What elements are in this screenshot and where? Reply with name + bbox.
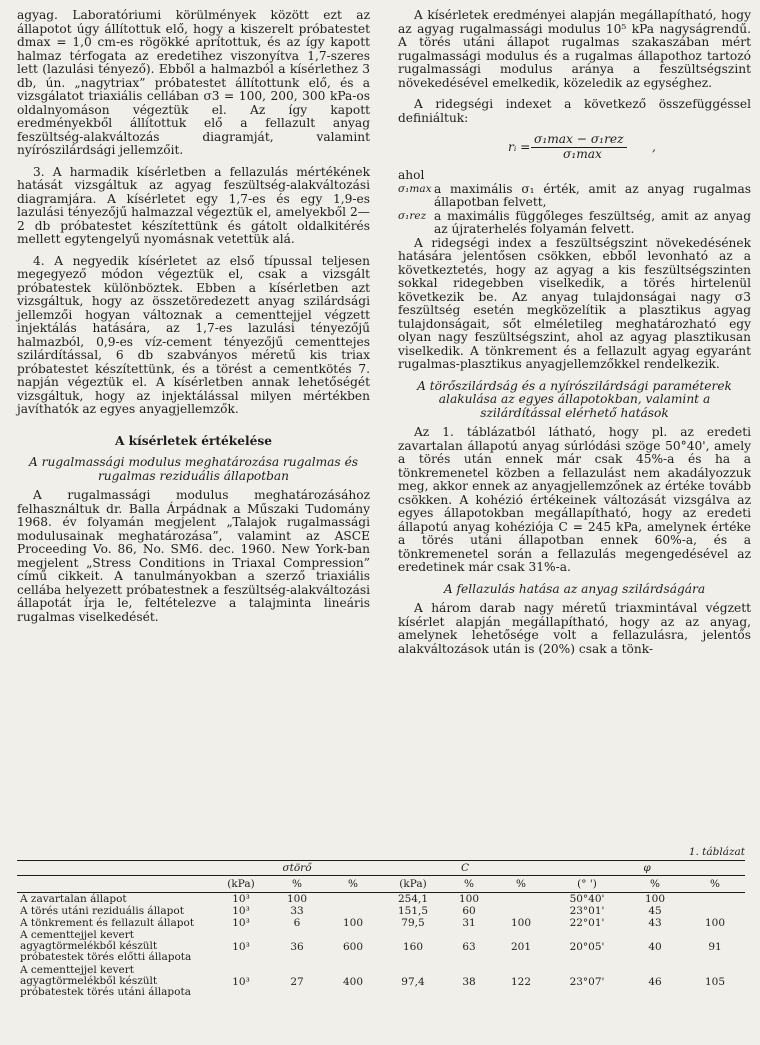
table-cell: 400 <box>342 975 364 988</box>
table-cell: 50°40' <box>569 893 605 905</box>
table-cell <box>685 905 745 917</box>
definition-row <box>398 183 751 210</box>
table-cell: 31 <box>462 917 476 929</box>
table-cell <box>325 905 381 917</box>
table-cell: 201 <box>510 940 532 953</box>
table-cell: 46 <box>648 975 662 988</box>
table-cell: 151,5 <box>397 905 429 917</box>
paragraph: 3. A harmadik kísérletben a fellazulás mértékének hatását vizsgáltuk az agyag feszültség-alakváltozási diagramjára. A kísérletet egy 1,7-es és egy 1,9-es lazulási tényezőjű halmazzal végeztük el, amelyekből 2—2 db próbatestet készítettünk és gátolt oldalkitérés mellett egytengelyű nyomásnak vetettük alá. <box>17 164 370 246</box>
table-cell <box>493 893 549 906</box>
unit-header: (kPa) <box>213 876 269 893</box>
header-blank <box>17 861 213 876</box>
group-header: C <box>381 861 549 876</box>
definition-text: a maximális függőleges feszültség, amit az anyag az újraterhelés folyamán felvett. <box>434 208 751 236</box>
table-cell: 38 <box>462 975 476 988</box>
definition-row <box>398 210 751 237</box>
header-blank <box>17 876 213 893</box>
table-cell: 22°01' <box>569 917 605 929</box>
paragraph: 4. A negyedik kísérletet az első típussal teljesen megegyező módon végeztük el, csak a vizsgált próbatestek különböztek. Ebben a kísérletben azt vizsgáltuk, hogy az összetöredezett anyag szilárdsági jellemzői hogyan változnak a cementtejjel végzett injektálás hatására, az 1,7-es lazulási tényezőjű halmazból, 0,9-es víz-cement tényezőjű cementtejes szilárdítással, 6 db szabványos méretű kis triax próbatestet készítettünk, és a törést a cementkötés 7. napján végeztük el. A kísérletben annak lehetőségét vizsgáltuk, hogy az injektálással milyen mértékben javíthatók az egyes anyagjellemzők. <box>17 253 370 416</box>
group-header: σtörő <box>213 861 381 876</box>
table-cell: 100 <box>510 917 532 929</box>
unit-header: % <box>445 876 493 893</box>
paragraph: Az 1. táblázatból látható, hogy pl. az eredeti zavartalan állapotú anyag súrlódási szöge 50°40', amely a törés után ennek már csak 45%-a és ha a tönkremenetel közben a fellazulást nem akadályozzuk meg, akkor ennek az anyagjellemzőnek az értéke tovább csökken. A kohézió értékeinek változását vizsgálva az egyes állapotokban megállapítható, hogy az eredeti állapotú anyag kohéziója C = 245 kPa, amelynek értéke a törés utáni állapotban ennek 60%-a, és a tönkremenetel során a fellazulás megengedésével az eredetinek már csak 31%-a. <box>398 425 751 574</box>
table-row <box>17 893 745 906</box>
table-cell <box>685 893 745 906</box>
row-label: A cementtejjel kevert agyagtörmelékből készült próbatestek törés utáni állapota <box>20 964 191 998</box>
ahol-label: ahol <box>398 168 425 182</box>
group-header: φ <box>549 861 745 876</box>
paragraph: A három darab nagy méretű triaxmintával végzett kísérlet alapján megállapítható, hogy az az anyag, amelynek lehetősége volt a fellazulásra, jelentős alakváltozások után is (20%) csak a tönk- <box>398 601 751 656</box>
formula-numerator: σ₁max − σ₁rez <box>534 132 624 146</box>
table-cell: 10³ <box>232 975 250 988</box>
table-cell: 79,5 <box>401 917 425 929</box>
unit-header: % <box>269 876 325 893</box>
row-label: A tönkrement és fellazult állapot <box>20 916 195 929</box>
right-column <box>398 9 751 656</box>
definition-symbol: σ₁rez <box>398 209 427 222</box>
formula-comma: , <box>652 140 656 154</box>
table-cell: 33 <box>290 905 304 917</box>
row-label: A zavartalan állapot <box>20 892 127 905</box>
data-table <box>17 860 745 999</box>
table-cell: 91 <box>708 940 722 953</box>
unit-header: % <box>325 876 381 893</box>
definition-symbol: σ₁max <box>398 182 432 195</box>
table-cell: 160 <box>402 940 424 953</box>
table-cell <box>493 905 549 917</box>
row-label: A cementtejjel kevert agyagtörmelékből készült próbatestek törés előtti állapota <box>20 929 192 963</box>
unit-header: % <box>685 876 745 893</box>
unit-header: (kPa) <box>381 876 445 893</box>
table-cell: 600 <box>342 940 364 953</box>
unit-header: % <box>625 876 685 893</box>
table-cell: 23°01' <box>569 905 605 917</box>
table-row <box>17 964 745 999</box>
section-heading: A kísérletek értékelése <box>114 433 273 448</box>
formula-denominator: σ₁max <box>563 147 602 161</box>
table-cell: 97,4 <box>401 975 425 988</box>
paragraph: A kísérletek eredményei alapján megállapítható, hogy az agyag rugalmassági modulus 10⁵ kPa nagyságrendű. A törés utáni állapot rugalmas szakaszában mért rugalmassági modulus és a rugalmas állapothoz tartozó rugalmassági modulus aránya a feszültségszint növekedésével emelkedik, közeledik az egységhez. <box>398 8 751 90</box>
subsection-heading: A rugalmassági modulus meghatározása rugalmas és rugalmas reziduális állapotban <box>28 455 359 483</box>
paragraph: A rugalmassági modulus meghatározásához felhasználtuk dr. Balla Árpádnak a Műszaki Tudomány 1968. év folyamán megjelent „Talajok rugalmassági modulusainak meghatározása”, valamint az ASCE Proceeding Vo. 86, No. SM6. dec. 1960. New York-ban megjelent „Stress Conditions in Triaxal Compression” című cikkeit. A tanulmányokban a szerző triaxiális cellába helyezett próbatestnek a feszültség-alakváltozási állapotát írja le, feltételezve a talajminta lineáris rugalmas viselkedését. <box>17 488 370 624</box>
table-row <box>17 917 745 929</box>
table-cell: 100 <box>286 893 308 905</box>
table-cell: 10³ <box>232 905 250 917</box>
table-row <box>17 905 745 917</box>
table-1 <box>17 846 745 999</box>
paragraph: A ridegségi indexet a következő összefüggéssel definiáltuk: <box>398 97 751 125</box>
table-cell: 43 <box>648 917 662 929</box>
row-label: A törés utáni reziduális állapot <box>20 904 184 917</box>
table-cell: 100 <box>342 917 364 929</box>
table-cell: 20°05' <box>569 940 605 953</box>
table-cell: 100 <box>458 893 480 905</box>
brittleness-formula <box>398 133 751 161</box>
table-cell: 60 <box>462 905 476 917</box>
unit-header: % <box>493 876 549 893</box>
table-cell: 10³ <box>232 893 250 905</box>
table-cell <box>325 893 381 906</box>
table-caption: 1. táblázat <box>688 846 745 858</box>
definition-text: a maximális σ₁ érték, amit az anyag rugalmas állapotban felvett, <box>434 181 751 209</box>
table-cell: 45 <box>648 905 662 917</box>
paragraph: agyag. Laboratóriumi körülmények között ezt az állapotot úgy állítottuk elő, hogy a kiszerelt próbatestet dmax = 1,0 cm-es rögökké aprítottuk, és az így kapott halmaz térfogata az eredetihez viszonyítva 1,7-szeres lett (lazulási tényező). Ebből a halmazból a kísérlethez 3 db, ún. „nagytriax” próbatestet állítottunk elő, és a vizsgálatot triaxiális cellában σ3 = 100, 200, 300 kPa-os oldalnyomáson végeztük el. Az így kapott eredményekből állítottuk elő a fellazult anyag feszültség-alakváltozás diagramját, valamint nyírószilárdsági jellemzőit. <box>17 8 370 157</box>
table-cell: 10³ <box>232 940 250 953</box>
subsection-heading: A törőszilárdság és a nyírószilárdsági paraméterek alakulása az egyes állapotokban, valamint a szilárdítással elérhető hatások <box>417 378 732 420</box>
table-row <box>17 929 745 964</box>
table-cell: 100 <box>644 893 666 905</box>
table-cell: 254,1 <box>397 893 429 905</box>
subsection-heading: A fellazulás hatása az anyag szilárdságára <box>443 581 706 596</box>
table-cell: 105 <box>704 975 726 988</box>
table-cell: 36 <box>290 940 304 953</box>
paragraph: A ridegségi index a feszültségszint növekedésének hatására jelentősen csökken, ebből levonható az a következtetés, hogy az agyag a kis feszültségszinten sokkal ridegebben viselkedik, a törés hirtelenül következik be. Az anyag tulajdonságai nagy σ3 feszültség esetén megközelítik a plasztikus agyag tulajdonságait, sőt elméletileg meghatározható egy olyan nagy feszültségszint, ahol az agyag plasztikusan viselkedik. A tönkrement és a fellazult agyag egyaránt rugalmas-plasztikus anyagjellemzőkkel rendelkezik. <box>398 235 751 371</box>
table-cell: 100 <box>704 917 726 929</box>
left-column <box>17 9 370 624</box>
formula-lhs: rᵢ = <box>508 140 531 154</box>
table-cell: 40 <box>648 940 662 953</box>
table-cell: 10³ <box>232 917 250 929</box>
table-cell: 27 <box>290 975 304 988</box>
table-cell: 6 <box>293 917 301 929</box>
unit-header: (° ') <box>549 876 625 893</box>
table-cell: 23°07' <box>569 975 605 988</box>
table-cell: 63 <box>462 940 476 953</box>
table-cell: 122 <box>510 975 532 988</box>
